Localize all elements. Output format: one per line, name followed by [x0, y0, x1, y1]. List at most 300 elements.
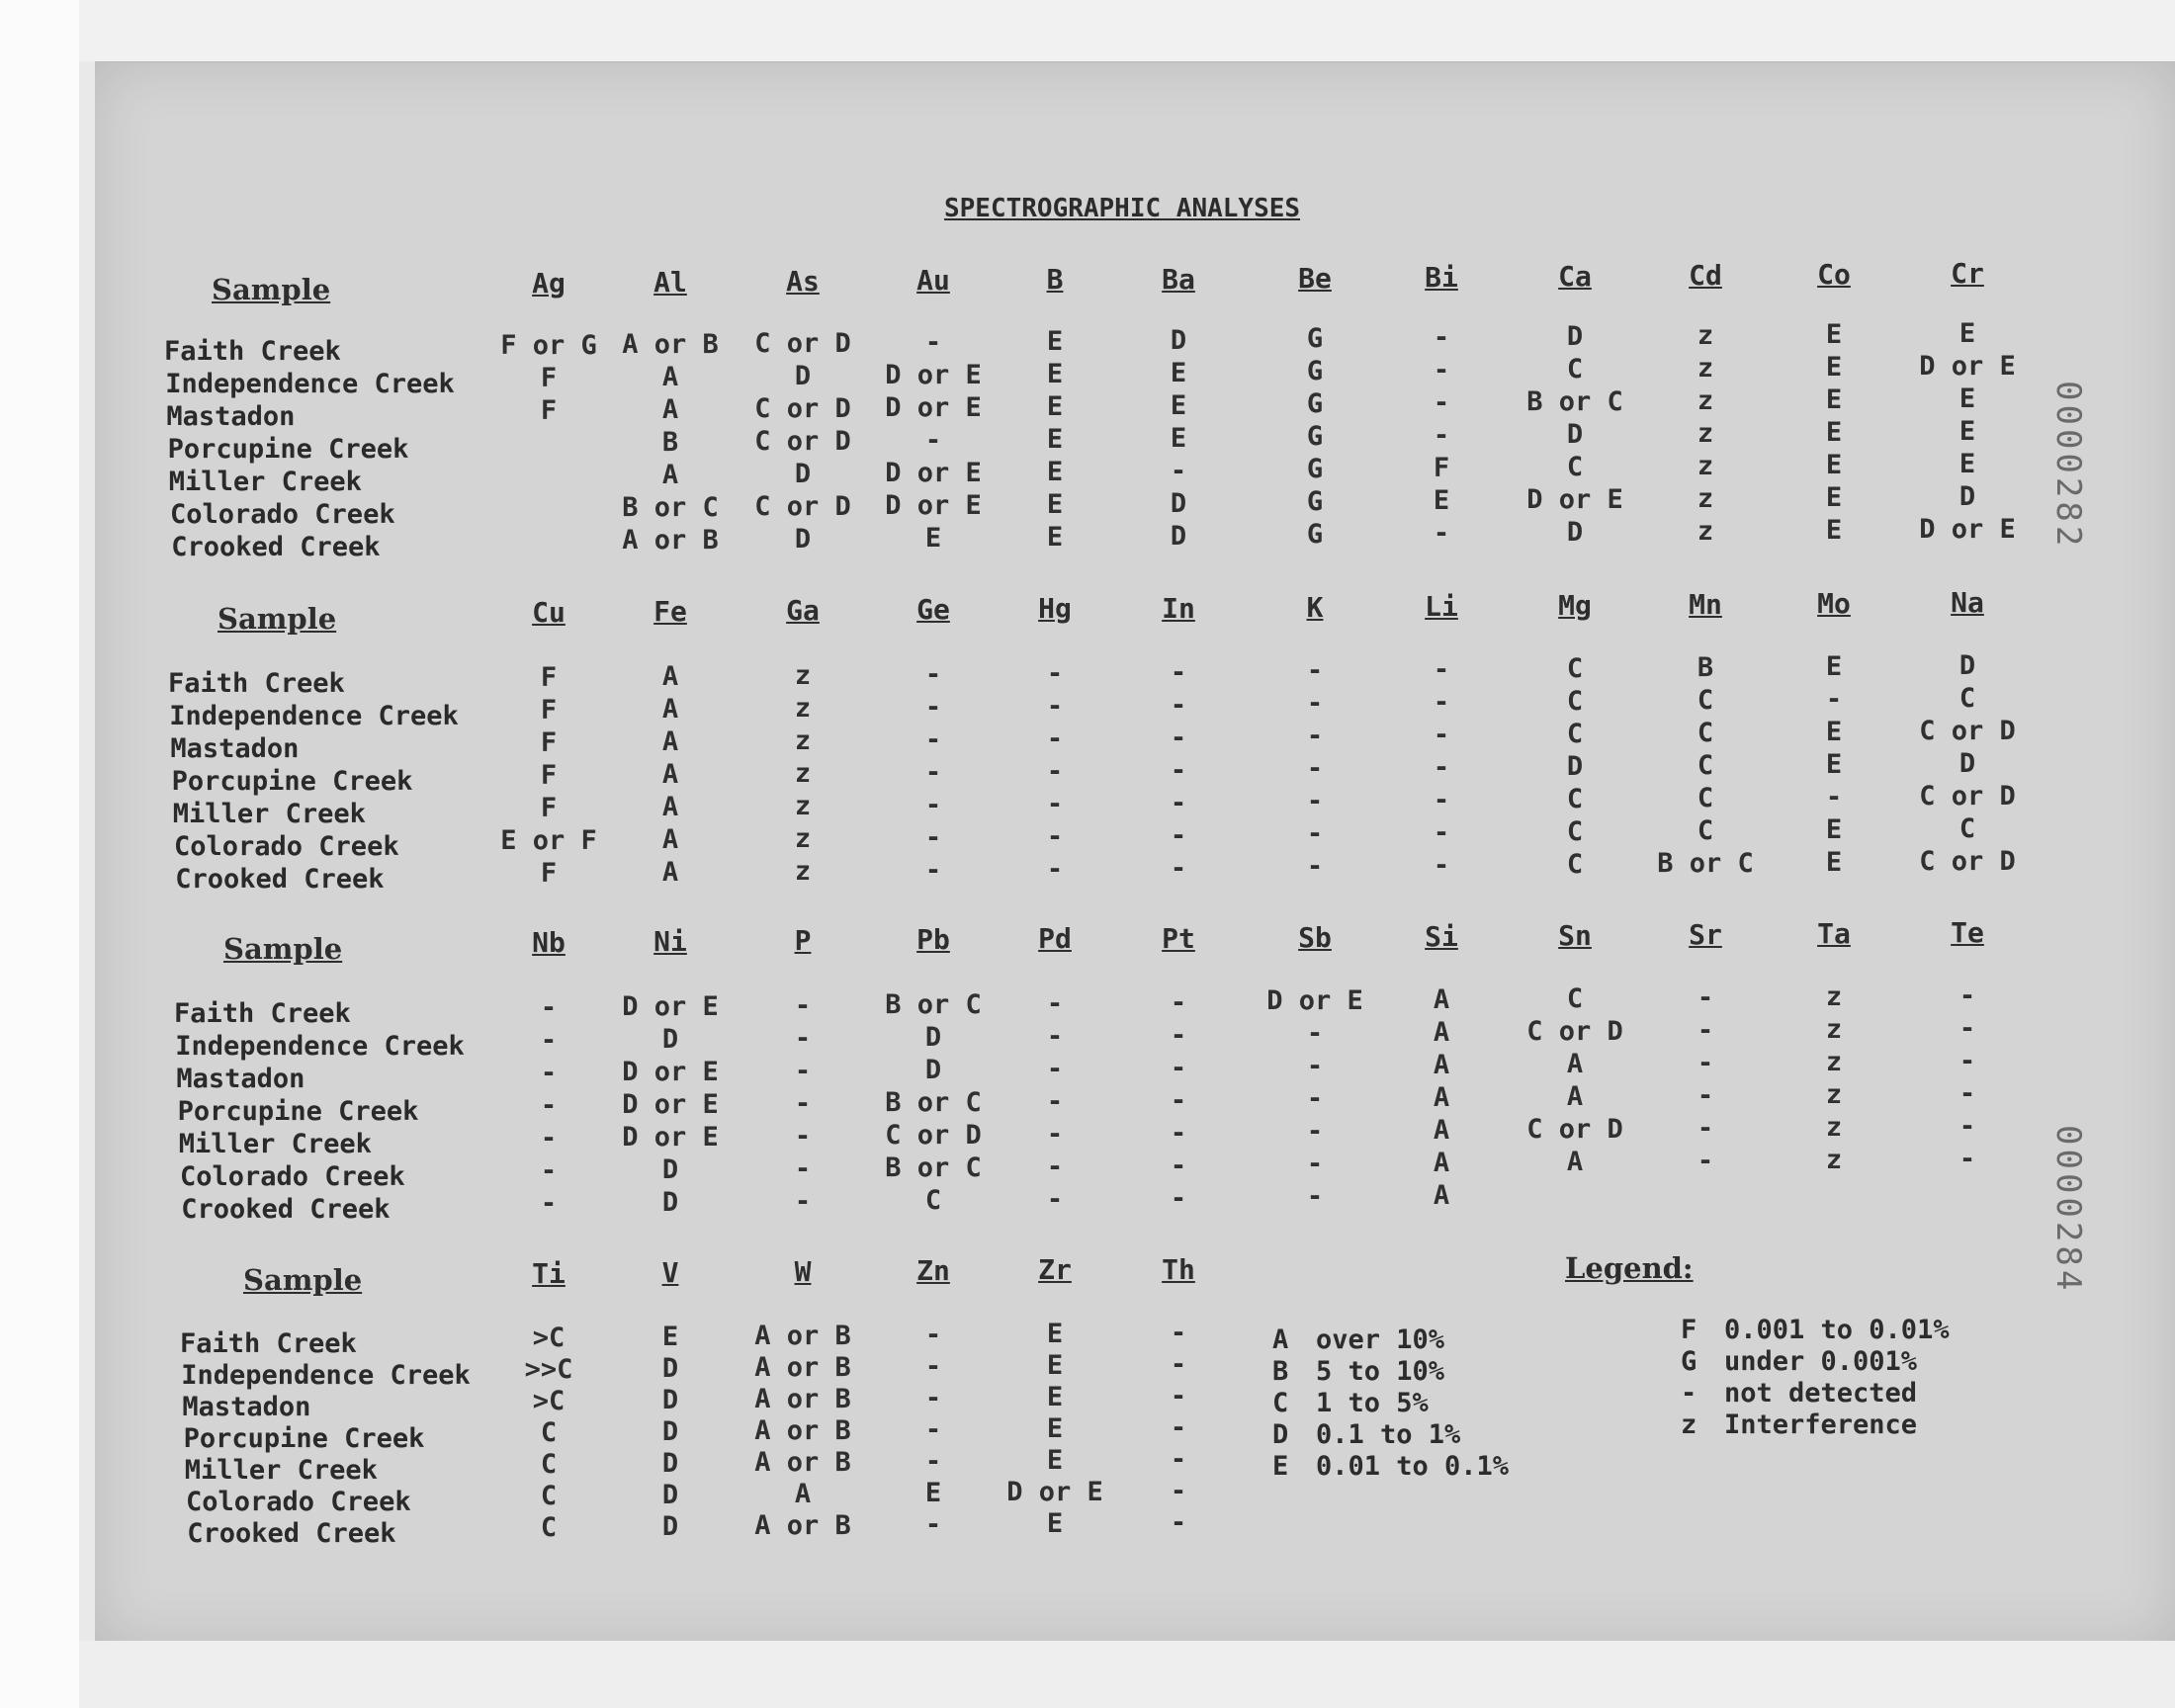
table-cell: B or C: [1657, 848, 1754, 880]
table-cell: C or D: [1919, 715, 2016, 746]
sample-name: Faith Creek: [168, 668, 345, 699]
table-cell: -: [1046, 690, 1064, 722]
table-cell: >>C: [524, 1354, 573, 1385]
sample-name: Crooked Creek: [175, 864, 385, 895]
table-cell: E: [1046, 1412, 1064, 1444]
element-header-mo: Mo: [1817, 587, 1851, 620]
table-cell: F: [540, 727, 558, 758]
table-cell: -: [1433, 850, 1450, 882]
table-cell: C: [1566, 653, 1584, 685]
sample-name: Colorado Creek: [186, 1487, 411, 1517]
table-cell: D or E: [622, 1056, 719, 1087]
page-number-stamp: 0000284: [2048, 1125, 2088, 1295]
table-cell: D: [1958, 480, 1976, 512]
element-header-mn: Mn: [1689, 587, 1722, 621]
table-cell: -: [1696, 1015, 1714, 1047]
table-cell: z: [1696, 385, 1714, 417]
table-cell: -: [924, 424, 942, 456]
table-cell: z: [1696, 320, 1714, 352]
sample-name: Crooked Creek: [171, 532, 381, 562]
table-cell: A or B: [754, 1383, 851, 1414]
table-cell: -: [1170, 852, 1187, 884]
table-cell: D or E: [885, 457, 982, 488]
table-cell: D: [661, 1447, 679, 1479]
table-cell: z: [1696, 483, 1714, 515]
legend-description: 0.01 to 0.1%: [1316, 1451, 1510, 1482]
table-cell: -: [924, 1319, 942, 1350]
table-cell: -: [1306, 753, 1324, 785]
table-cell: D: [661, 1479, 679, 1510]
table-cell: A: [1566, 1081, 1584, 1113]
table-cell: C: [1566, 816, 1584, 848]
table-cell: A or B: [754, 1446, 851, 1478]
table-cell: z: [794, 725, 812, 756]
table-cell: -: [924, 1382, 942, 1413]
table-cell: E: [1046, 521, 1064, 553]
table-cell: E: [1046, 1381, 1064, 1412]
table-cell: A or B: [754, 1509, 851, 1541]
table-cell: F: [540, 662, 558, 693]
table-cell: D or E: [885, 359, 982, 390]
table-cell: -: [1046, 1053, 1064, 1084]
table-cell: z: [1825, 1145, 1843, 1175]
table-cell: G: [1306, 454, 1324, 485]
legend-code: B: [1272, 1356, 1289, 1387]
element-header-hg: Hg: [1038, 592, 1072, 626]
sample-column-header: Sample: [218, 602, 337, 636]
table-cell: -: [1170, 1506, 1187, 1538]
table-cell: E or F: [500, 825, 597, 856]
legend-item: [1681, 1315, 1950, 1345]
table-cell: -: [1170, 1084, 1187, 1116]
table-cell: E: [1825, 651, 1843, 682]
element-header-cr: Cr: [1951, 257, 1984, 291]
table-cell: -: [794, 1087, 812, 1119]
table-cell: E: [1958, 448, 1976, 479]
element-header-v: V: [661, 1256, 679, 1290]
table-cell: -: [1433, 518, 1450, 550]
table-cell: E: [1825, 482, 1843, 513]
table-cell: D: [924, 1054, 942, 1085]
table-cell: E: [1825, 749, 1843, 780]
table-cell: C: [1696, 750, 1714, 782]
legend-code: E: [1272, 1451, 1289, 1482]
table-cell: D: [661, 1023, 679, 1055]
sample-name: Colorado Creek: [180, 1161, 405, 1192]
table-cell: -: [1170, 1052, 1187, 1083]
element-header-b: B: [1046, 263, 1064, 297]
table-cell: G: [1306, 486, 1324, 518]
element-header-co: Co: [1817, 258, 1851, 291]
element-header-p: P: [794, 924, 812, 958]
table-cell: E: [1825, 352, 1843, 383]
table-cell: G: [1306, 421, 1324, 453]
table-cell: -: [1046, 1118, 1064, 1150]
table-cell: E: [1825, 450, 1843, 480]
sample-column-header: Sample: [223, 932, 343, 966]
legend-description: 5 to 10%: [1316, 1356, 1445, 1387]
table-cell: F: [540, 858, 558, 889]
table-cell: C or D: [754, 392, 851, 424]
element-header-nb: Nb: [532, 926, 566, 959]
table-cell: -: [924, 1413, 942, 1445]
table-cell: -: [1306, 688, 1324, 720]
table-cell: E: [1170, 389, 1187, 421]
element-header-al: Al: [653, 266, 687, 299]
table-cell: G: [1306, 356, 1324, 387]
table-cell: -: [1170, 689, 1187, 721]
table-cell: -: [540, 992, 558, 1023]
legend-title: Legend:: [1565, 1251, 1694, 1285]
element-header-cd: Cd: [1689, 258, 1722, 292]
element-header-sb: Sb: [1298, 920, 1332, 954]
table-cell: -: [1825, 782, 1843, 812]
element-header-ta: Ta: [1817, 917, 1851, 950]
table-cell: -: [1170, 1150, 1187, 1181]
sample-name: Miller Creek: [168, 467, 362, 497]
table-cell: -: [540, 1090, 558, 1121]
table-cell: z: [1696, 418, 1714, 450]
sample-name: Mastadon: [182, 1392, 311, 1422]
table-cell: -: [1306, 721, 1324, 752]
element-header-in: In: [1162, 591, 1195, 625]
table-cell: -: [1958, 1077, 1976, 1109]
table-cell: A or B: [754, 1320, 851, 1351]
table-cell: -: [1433, 322, 1450, 354]
sample-name: Miller Creek: [184, 1455, 378, 1486]
table-cell: -: [1046, 987, 1064, 1019]
table-cell: A: [661, 459, 679, 490]
table-cell: -: [1046, 1183, 1064, 1215]
table-cell: -: [1306, 655, 1324, 687]
table-cell: -: [1433, 817, 1450, 849]
table-cell: -: [1696, 1048, 1714, 1079]
table-cell: C or D: [754, 327, 851, 359]
table-cell: -: [794, 1153, 812, 1184]
table-cell: z: [794, 855, 812, 887]
table-cell: -: [794, 1055, 812, 1086]
sample-name: Crooked Creek: [181, 1194, 391, 1225]
sample-name: Crooked Creek: [187, 1518, 396, 1549]
table-cell: -: [1433, 785, 1450, 816]
element-header-li: Li: [1425, 589, 1458, 623]
element-header-pd: Pd: [1038, 922, 1072, 956]
legend-code: A: [1272, 1324, 1289, 1355]
table-cell: A: [661, 726, 679, 757]
element-header-sr: Sr: [1689, 917, 1722, 951]
table-cell: z: [794, 757, 812, 789]
table-cell: A: [1566, 1049, 1584, 1080]
table-cell: z: [1825, 982, 1843, 1012]
sample-name: Colorado Creek: [170, 499, 395, 530]
element-header-k: K: [1306, 590, 1324, 624]
element-header-cu: Cu: [532, 596, 566, 629]
table-cell: C or D: [1526, 1016, 1623, 1048]
table-cell: z: [794, 659, 812, 691]
table-cell: C: [1566, 849, 1584, 881]
table-cell: G: [1306, 519, 1324, 551]
table-cell: C: [540, 1481, 558, 1511]
table-cell: C: [540, 1417, 558, 1448]
legend-description: Interference: [1724, 1409, 1918, 1440]
sample-name: Colorado Creek: [174, 831, 399, 862]
table-cell: C: [1566, 354, 1584, 385]
table-cell: A: [1433, 984, 1450, 1016]
sample-name: Mastadon: [170, 733, 300, 764]
table-cell: -: [540, 1058, 558, 1088]
table-cell: C: [1566, 686, 1584, 718]
table-cell: E: [1825, 319, 1843, 350]
table-cell: E: [1046, 1507, 1064, 1539]
table-cell: -: [1046, 853, 1064, 885]
table-cell: D: [1566, 419, 1584, 451]
table-cell: D: [661, 1352, 679, 1384]
table-cell: -: [1046, 755, 1064, 787]
table-cell: -: [924, 1350, 942, 1382]
table-cell: B or C: [1526, 386, 1623, 418]
table-cell: z: [1825, 1014, 1843, 1045]
table-cell: E: [1825, 847, 1843, 878]
table-cell: E: [661, 1321, 679, 1352]
sample-name: Independence Creek: [165, 369, 455, 399]
table-cell: C: [1566, 452, 1584, 483]
table-cell: D: [1566, 751, 1584, 783]
table-cell: E: [1046, 1318, 1064, 1349]
legend-item: [1681, 1409, 1917, 1440]
element-header-bi: Bi: [1425, 260, 1458, 294]
table-cell: -: [1170, 722, 1187, 753]
legend-description: over 10%: [1316, 1324, 1445, 1355]
table-cell: -: [1046, 788, 1064, 819]
legend-item: [1272, 1356, 1444, 1387]
element-header-zn: Zn: [916, 1254, 950, 1288]
table-cell: A: [661, 393, 679, 425]
table-cell: -: [1958, 980, 1976, 1011]
element-header-au: Au: [916, 264, 950, 298]
table-cell: E: [924, 1477, 942, 1508]
table-cell: -: [1306, 1018, 1324, 1050]
table-cell: D or E: [622, 1088, 719, 1120]
table-cell: -: [540, 1188, 558, 1219]
table-cell: D: [661, 1384, 679, 1415]
table-cell: C: [1958, 682, 1976, 714]
table-cell: A or B: [622, 524, 719, 555]
table-cell: D: [661, 1510, 679, 1542]
table-cell: E: [1046, 1349, 1064, 1381]
table-cell: A or B: [622, 328, 719, 360]
legend-code: F: [1681, 1315, 1697, 1345]
table-cell: -: [1433, 654, 1450, 686]
table-cell: A: [661, 693, 679, 725]
table-cell: >C: [532, 1386, 566, 1416]
table-cell: z: [1825, 1079, 1843, 1110]
table-cell: z: [1825, 1112, 1843, 1143]
table-cell: -: [794, 1185, 812, 1217]
document-title: SPECTROGRAPHIC ANALYSES: [944, 194, 1301, 223]
table-cell: E: [1046, 325, 1064, 357]
table-cell: -: [1433, 355, 1450, 386]
table-cell: C: [1696, 815, 1714, 847]
table-cell: E: [1958, 383, 1976, 414]
table-cell: E: [1046, 358, 1064, 389]
legend-description: 0.1 to 1%: [1316, 1419, 1461, 1450]
table-cell: A: [1433, 1148, 1450, 1179]
legend-code: z: [1681, 1409, 1697, 1440]
table-cell: G: [1306, 323, 1324, 355]
table-cell: A: [1566, 1147, 1584, 1178]
table-cell: A or B: [754, 1414, 851, 1446]
sample-name: Independence Creek: [175, 1031, 465, 1062]
table-cell: -: [794, 989, 812, 1021]
element-header-te: Te: [1951, 916, 1984, 950]
table-cell: D: [1566, 517, 1584, 549]
table-cell: -: [794, 1120, 812, 1152]
table-cell: -: [1170, 1182, 1187, 1214]
table-cell: E: [1046, 390, 1064, 422]
table-cell: C: [540, 1449, 558, 1480]
element-header-be: Be: [1298, 261, 1332, 295]
table-cell: D: [794, 458, 812, 489]
table-cell: F: [540, 760, 558, 791]
element-header-as: As: [786, 265, 820, 299]
table-cell: -: [794, 1022, 812, 1054]
table-cell: -: [1046, 1151, 1064, 1182]
element-header-w: W: [794, 1255, 812, 1289]
legend-code: -: [1681, 1378, 1697, 1409]
table-cell: F: [540, 695, 558, 726]
table-cell: -: [924, 789, 942, 820]
table-cell: D: [1566, 321, 1584, 353]
table-cell: F or G: [500, 330, 597, 361]
table-cell: -: [1825, 684, 1843, 715]
legend-code: C: [1272, 1388, 1289, 1418]
legend-item: [1272, 1324, 1444, 1355]
sample-name: Porcupine Creek: [177, 1096, 419, 1127]
table-cell: D: [661, 1415, 679, 1447]
table-cell: -: [924, 821, 942, 853]
table-cell: -: [1170, 656, 1187, 688]
table-cell: -: [924, 1508, 942, 1540]
table-cell: -: [1958, 1045, 1976, 1076]
sample-name: Porcupine Creek: [167, 434, 409, 465]
page-number-stamp: 0000282: [2048, 381, 2088, 551]
table-cell: -: [924, 724, 942, 755]
sample-name: Mastadon: [166, 401, 296, 432]
table-cell: F: [540, 793, 558, 823]
element-header-ca: Ca: [1558, 259, 1592, 293]
table-cell: E: [1958, 317, 1976, 349]
table-cell: E: [1046, 456, 1064, 487]
table-cell: B: [1696, 652, 1714, 684]
legend-description: under 0.001%: [1724, 1346, 1918, 1377]
table-cell: E: [1170, 422, 1187, 454]
scanner-left-margin: [0, 0, 79, 1708]
table-cell: E: [1046, 488, 1064, 520]
table-cell: E: [1825, 515, 1843, 546]
table-cell: -: [1958, 1110, 1976, 1142]
legend-code: G: [1681, 1346, 1697, 1377]
table-cell: -: [1306, 1116, 1324, 1148]
table-cell: D or E: [885, 489, 982, 521]
table-cell: C or D: [754, 425, 851, 457]
table-cell: F: [540, 395, 558, 426]
table-cell: A: [661, 856, 679, 888]
table-cell: z: [1696, 451, 1714, 482]
table-cell: C: [924, 1184, 942, 1216]
element-header-ti: Ti: [532, 1257, 566, 1290]
table-cell: E: [1958, 415, 1976, 447]
table-cell: E: [1825, 384, 1843, 415]
table-cell: -: [1306, 851, 1324, 883]
table-cell: -: [1170, 455, 1187, 486]
table-cell: E: [1046, 423, 1064, 455]
table-cell: D: [794, 360, 812, 391]
legend-description: not detected: [1724, 1378, 1918, 1409]
table-cell: -: [1306, 1181, 1324, 1213]
table-cell: C: [1696, 685, 1714, 717]
table-cell: F: [540, 363, 558, 393]
table-cell: F: [1433, 453, 1450, 484]
table-cell: D: [661, 1186, 679, 1218]
table-cell: E: [1433, 485, 1450, 517]
table-cell: B or C: [622, 491, 719, 523]
table-cell: -: [1170, 754, 1187, 786]
sample-name: Miller Creek: [172, 799, 366, 829]
table-cell: z: [1825, 1047, 1843, 1077]
table-cell: -: [1306, 1083, 1324, 1115]
sample-column-header: Sample: [243, 1263, 363, 1297]
table-cell: -: [1958, 1012, 1976, 1044]
element-header-pt: Pt: [1162, 921, 1195, 955]
table-cell: -: [1696, 1113, 1714, 1145]
element-header-ge: Ge: [916, 593, 950, 627]
table-cell: B or C: [885, 988, 982, 1020]
element-header-mg: Mg: [1558, 588, 1592, 622]
table-cell: D: [1170, 487, 1187, 519]
element-header-th: Th: [1162, 1252, 1195, 1286]
table-cell: z: [794, 790, 812, 821]
table-cell: D or E: [1919, 350, 2016, 382]
table-cell: -: [1170, 1475, 1187, 1506]
table-cell: -: [1306, 1051, 1324, 1082]
table-cell: A: [661, 660, 679, 692]
table-cell: C or D: [885, 1119, 982, 1151]
sample-name: Porcupine Creek: [183, 1423, 425, 1454]
sample-name: Independence Creek: [169, 701, 459, 731]
table-cell: A: [661, 758, 679, 790]
legend-item: [1681, 1346, 1917, 1377]
table-cell: D or E: [622, 1121, 719, 1153]
table-cell: A: [1433, 1180, 1450, 1212]
table-cell: A: [1433, 1082, 1450, 1114]
table-cell: A: [1433, 1017, 1450, 1049]
table-cell: -: [924, 756, 942, 788]
table-cell: D or E: [1006, 1476, 1103, 1507]
table-cell: -: [1433, 752, 1450, 784]
table-cell: -: [540, 1123, 558, 1153]
legend-item: [1272, 1451, 1509, 1482]
table-cell: -: [1306, 818, 1324, 850]
table-cell: -: [1433, 387, 1450, 419]
table-cell: A: [661, 361, 679, 392]
sample-name: Porcupine Creek: [171, 766, 413, 797]
table-cell: -: [1958, 1143, 1976, 1174]
table-cell: -: [924, 1445, 942, 1477]
table-cell: A: [1433, 1050, 1450, 1081]
table-cell: -: [924, 326, 942, 358]
table-cell: C: [1958, 812, 1976, 844]
table-cell: -: [1170, 1380, 1187, 1411]
